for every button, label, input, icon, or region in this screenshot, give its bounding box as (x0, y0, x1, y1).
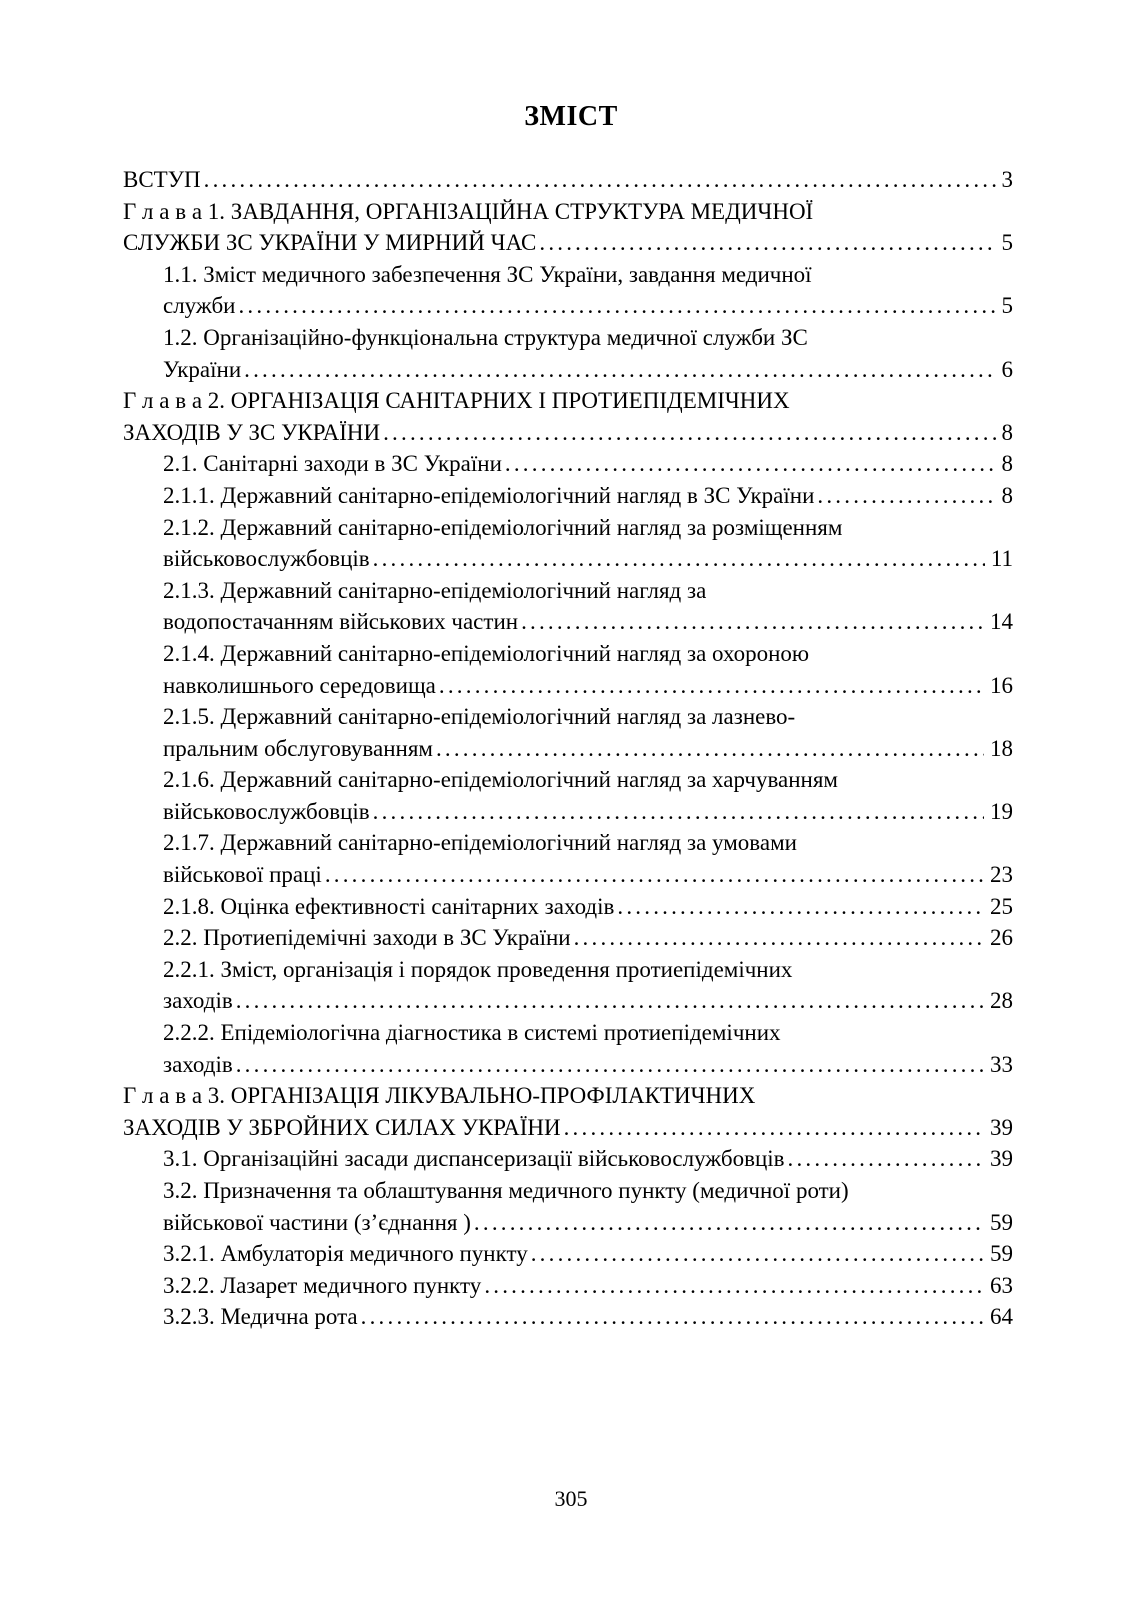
toc-line: 2.2.2. Епідеміологічна діагностика в системі протиепідемічних (163, 1020, 781, 1046)
toc-entry-text: ЗАХОДІВ У ЗБРОЙНИХ СИЛАХ УКРАЇНИ (123, 1114, 561, 1140)
toc-line: 2.1.7. Державний санітарно-епідеміологічний нагляд за умовами (163, 830, 797, 856)
toc-page-number: 39 (990, 1146, 1013, 1172)
toc-page-number: 11 (990, 546, 1013, 572)
toc-line: Г л а в а 2. ОРГАНІЗАЦІЯ САНІТАРНИХ І ПРОТИЕПІДЕМІЧНИХ (123, 388, 790, 414)
toc-line-with-page (123, 859, 1013, 891)
toc-entry (123, 480, 1013, 512)
dot-leader (539, 227, 995, 259)
toc-entry-text: ЗАХОДІВ У ЗС УКРАЇНИ (123, 419, 381, 445)
toc-entry-text: 3.2.3. Медична рота (163, 1304, 358, 1330)
toc-line: 2.1.6. Державний санітарно-епідеміологічний нагляд за харчуванням (163, 767, 838, 793)
toc-line: 2.1.5. Державний санітарно-епідеміологічний нагляд за лазнево- (163, 704, 796, 730)
toc-entry-text: 2.1. Санітарні заходи в ЗС України (163, 451, 502, 477)
toc-entry (123, 1080, 1013, 1143)
toc-page-number: 16 (990, 672, 1013, 698)
dot-leader (617, 891, 984, 923)
dot-leader (439, 670, 984, 702)
toc-line: 2.1.2. Державний санітарно-епідеміологічний нагляд за розміщенням (163, 514, 843, 540)
toc-entry-text: 3.1. Організаційні засади диспансеризації військовослужбовців (163, 1146, 785, 1172)
toc-entry-text: ВСТУП (123, 167, 201, 192)
toc-line-with-page (123, 1207, 1013, 1239)
toc-entry-text: військовослужбовців (163, 546, 370, 572)
toc-line-with-page (123, 1049, 1013, 1081)
toc-entry (123, 764, 1013, 827)
toc-entry-text: України (163, 356, 242, 382)
dot-leader (238, 290, 995, 322)
dot-leader (236, 1049, 984, 1081)
toc-line-with-page (123, 670, 1013, 702)
toc-line-with-page (123, 1270, 1013, 1302)
toc-entry-text: військової праці (163, 862, 322, 888)
toc-page-number: 26 (990, 925, 1013, 951)
toc-line-with-page (123, 1143, 1013, 1175)
toc-line-with-page (123, 985, 1013, 1017)
dot-leader (505, 448, 996, 480)
toc-entry-text: навколишнього середовища (163, 672, 436, 698)
toc-entry-text: військової частини (з’єднання ) (163, 1209, 471, 1235)
dot-leader (817, 480, 995, 512)
toc-line: Г л а в а 1. ЗАВДАННЯ, ОРГАНІЗАЦІЙНА СТРУКТУРА МЕДИЧНОЇ (123, 198, 814, 224)
page-title: ЗМІСТ (524, 101, 618, 132)
toc-entry (123, 1270, 1013, 1302)
toc-entry (123, 448, 1013, 480)
toc-line: 2.1.3. Державний санітарно-епідеміологічний нагляд за (163, 577, 707, 603)
toc-entry-text: військовослужбовців (163, 798, 370, 824)
toc-entry-text: 3.2.2. Лазарет медичного пункту (163, 1272, 482, 1298)
toc-page-number: 33 (990, 1051, 1013, 1077)
toc-entry (123, 164, 1013, 196)
toc-line-with-page (123, 227, 1013, 259)
toc-page-number: 19 (990, 798, 1013, 824)
toc-entry-text: заходів (163, 988, 233, 1014)
toc-entry (123, 1175, 1013, 1238)
toc-page-number: 18 (990, 735, 1013, 761)
toc-page-number: 28 (990, 988, 1013, 1014)
toc-entry (123, 701, 1013, 764)
toc-entry (123, 512, 1013, 575)
toc-line-with-page (123, 480, 1013, 512)
toc-line-with-page (123, 922, 1013, 954)
toc-entry-text: 2.2. Протиепідемічні заходи в ЗС України (163, 925, 571, 951)
dot-leader (436, 733, 984, 765)
toc-page-number: 5 (1001, 230, 1013, 256)
toc-line-with-page (123, 417, 1013, 449)
toc-line-with-page (123, 796, 1013, 828)
toc-entry (123, 385, 1013, 448)
dot-leader (521, 606, 984, 638)
dot-leader (244, 354, 995, 386)
toc-page-number: 59 (990, 1241, 1013, 1267)
dot-leader (204, 164, 996, 196)
toc-entry-text: пральним обслуговуванням (163, 735, 433, 761)
toc-page-number: 63 (990, 1272, 1013, 1298)
toc-line: 1.2. Організаційно-функціональна структура медичної служби ЗС (163, 324, 808, 350)
toc-line-with-page (123, 448, 1013, 480)
toc-entry (123, 1301, 1013, 1333)
toc-line: Г л а в а 3. ОРГАНІЗАЦІЯ ЛІКУВАЛЬНО-ПРОФІЛАКТИЧНИХ (123, 1083, 756, 1109)
toc-entry (123, 259, 1013, 322)
dot-leader (564, 1112, 984, 1144)
toc-entry (123, 638, 1013, 701)
toc-page-number: 23 (990, 862, 1013, 888)
dot-leader (484, 1270, 984, 1302)
dot-leader (236, 985, 984, 1017)
toc-entry (123, 891, 1013, 923)
toc-entry (123, 954, 1013, 1017)
toc-entry-text: 2.1.1. Державний санітарно-епідеміологічний нагляд в ЗС України (163, 482, 815, 508)
toc-line-with-page (123, 164, 1013, 196)
toc-page-number: 3 (1001, 167, 1013, 192)
dot-leader (788, 1143, 984, 1175)
dot-leader (383, 417, 995, 449)
toc-line-with-page (123, 543, 1013, 575)
toc-line-with-page (123, 1112, 1013, 1144)
toc-entry-text: СЛУЖБИ ЗС УКРАЇНИ У МИРНИЙ ЧАС (123, 230, 537, 256)
toc-line-with-page (123, 891, 1013, 923)
toc-entry-text: служби (163, 293, 236, 319)
toc-entry (123, 827, 1013, 890)
toc-line-with-page (123, 290, 1013, 322)
toc-line: 1.1. Зміст медичного забезпечення ЗС України, завдання медичної (163, 261, 812, 287)
toc-entry-text: водопостачанням військових частин (163, 609, 519, 635)
dot-leader (361, 1301, 984, 1333)
dot-leader (325, 859, 984, 891)
toc-line: 3.2. Призначення та облаштування медичного пункту (медичної роти) (163, 1178, 849, 1203)
toc-entry-text: заходів (163, 1051, 233, 1077)
toc-page-number: 39 (990, 1114, 1013, 1140)
dot-leader (474, 1207, 984, 1239)
toc-entry (123, 1017, 1013, 1080)
dot-leader (373, 543, 985, 575)
toc-page-number: 25 (990, 893, 1013, 919)
toc-entry (123, 196, 1013, 259)
toc-line-with-page (123, 1301, 1013, 1333)
toc-page-number: 6 (1001, 356, 1013, 382)
footer-page-number: 305 (554, 1486, 588, 1511)
table-of-contents (123, 164, 1013, 1333)
toc-line: 2.2.1. Зміст, організація і порядок проведення протиепідемічних (163, 956, 793, 982)
toc-page-number: 14 (990, 609, 1013, 635)
toc-page-number: 8 (1001, 451, 1013, 477)
toc-entry (123, 322, 1013, 385)
toc-page-number: 5 (1001, 293, 1013, 319)
toc-line-with-page (123, 1238, 1013, 1270)
toc-entry (123, 1238, 1013, 1270)
toc-page-number: 59 (990, 1209, 1013, 1235)
toc-line-with-page (123, 733, 1013, 765)
dot-leader (373, 796, 984, 828)
toc-page-number: 8 (1001, 482, 1013, 508)
toc-entry (123, 1143, 1013, 1175)
toc-line: 2.1.4. Державний санітарно-епідеміологічний нагляд за охороною (163, 640, 810, 666)
toc-entry-text: 3.2.1. Амбулаторія медичного пункту (163, 1241, 528, 1267)
toc-line-with-page (123, 606, 1013, 638)
toc-entry (123, 575, 1013, 638)
toc-line-with-page (123, 354, 1013, 386)
dot-leader (574, 922, 984, 954)
toc-entry-text: 2.1.8. Оцінка ефективності санітарних заходів (163, 893, 615, 919)
toc-page-number: 8 (1001, 419, 1013, 445)
dot-leader (531, 1238, 984, 1270)
toc-page-number: 64 (990, 1304, 1013, 1330)
toc-entry (123, 922, 1013, 954)
